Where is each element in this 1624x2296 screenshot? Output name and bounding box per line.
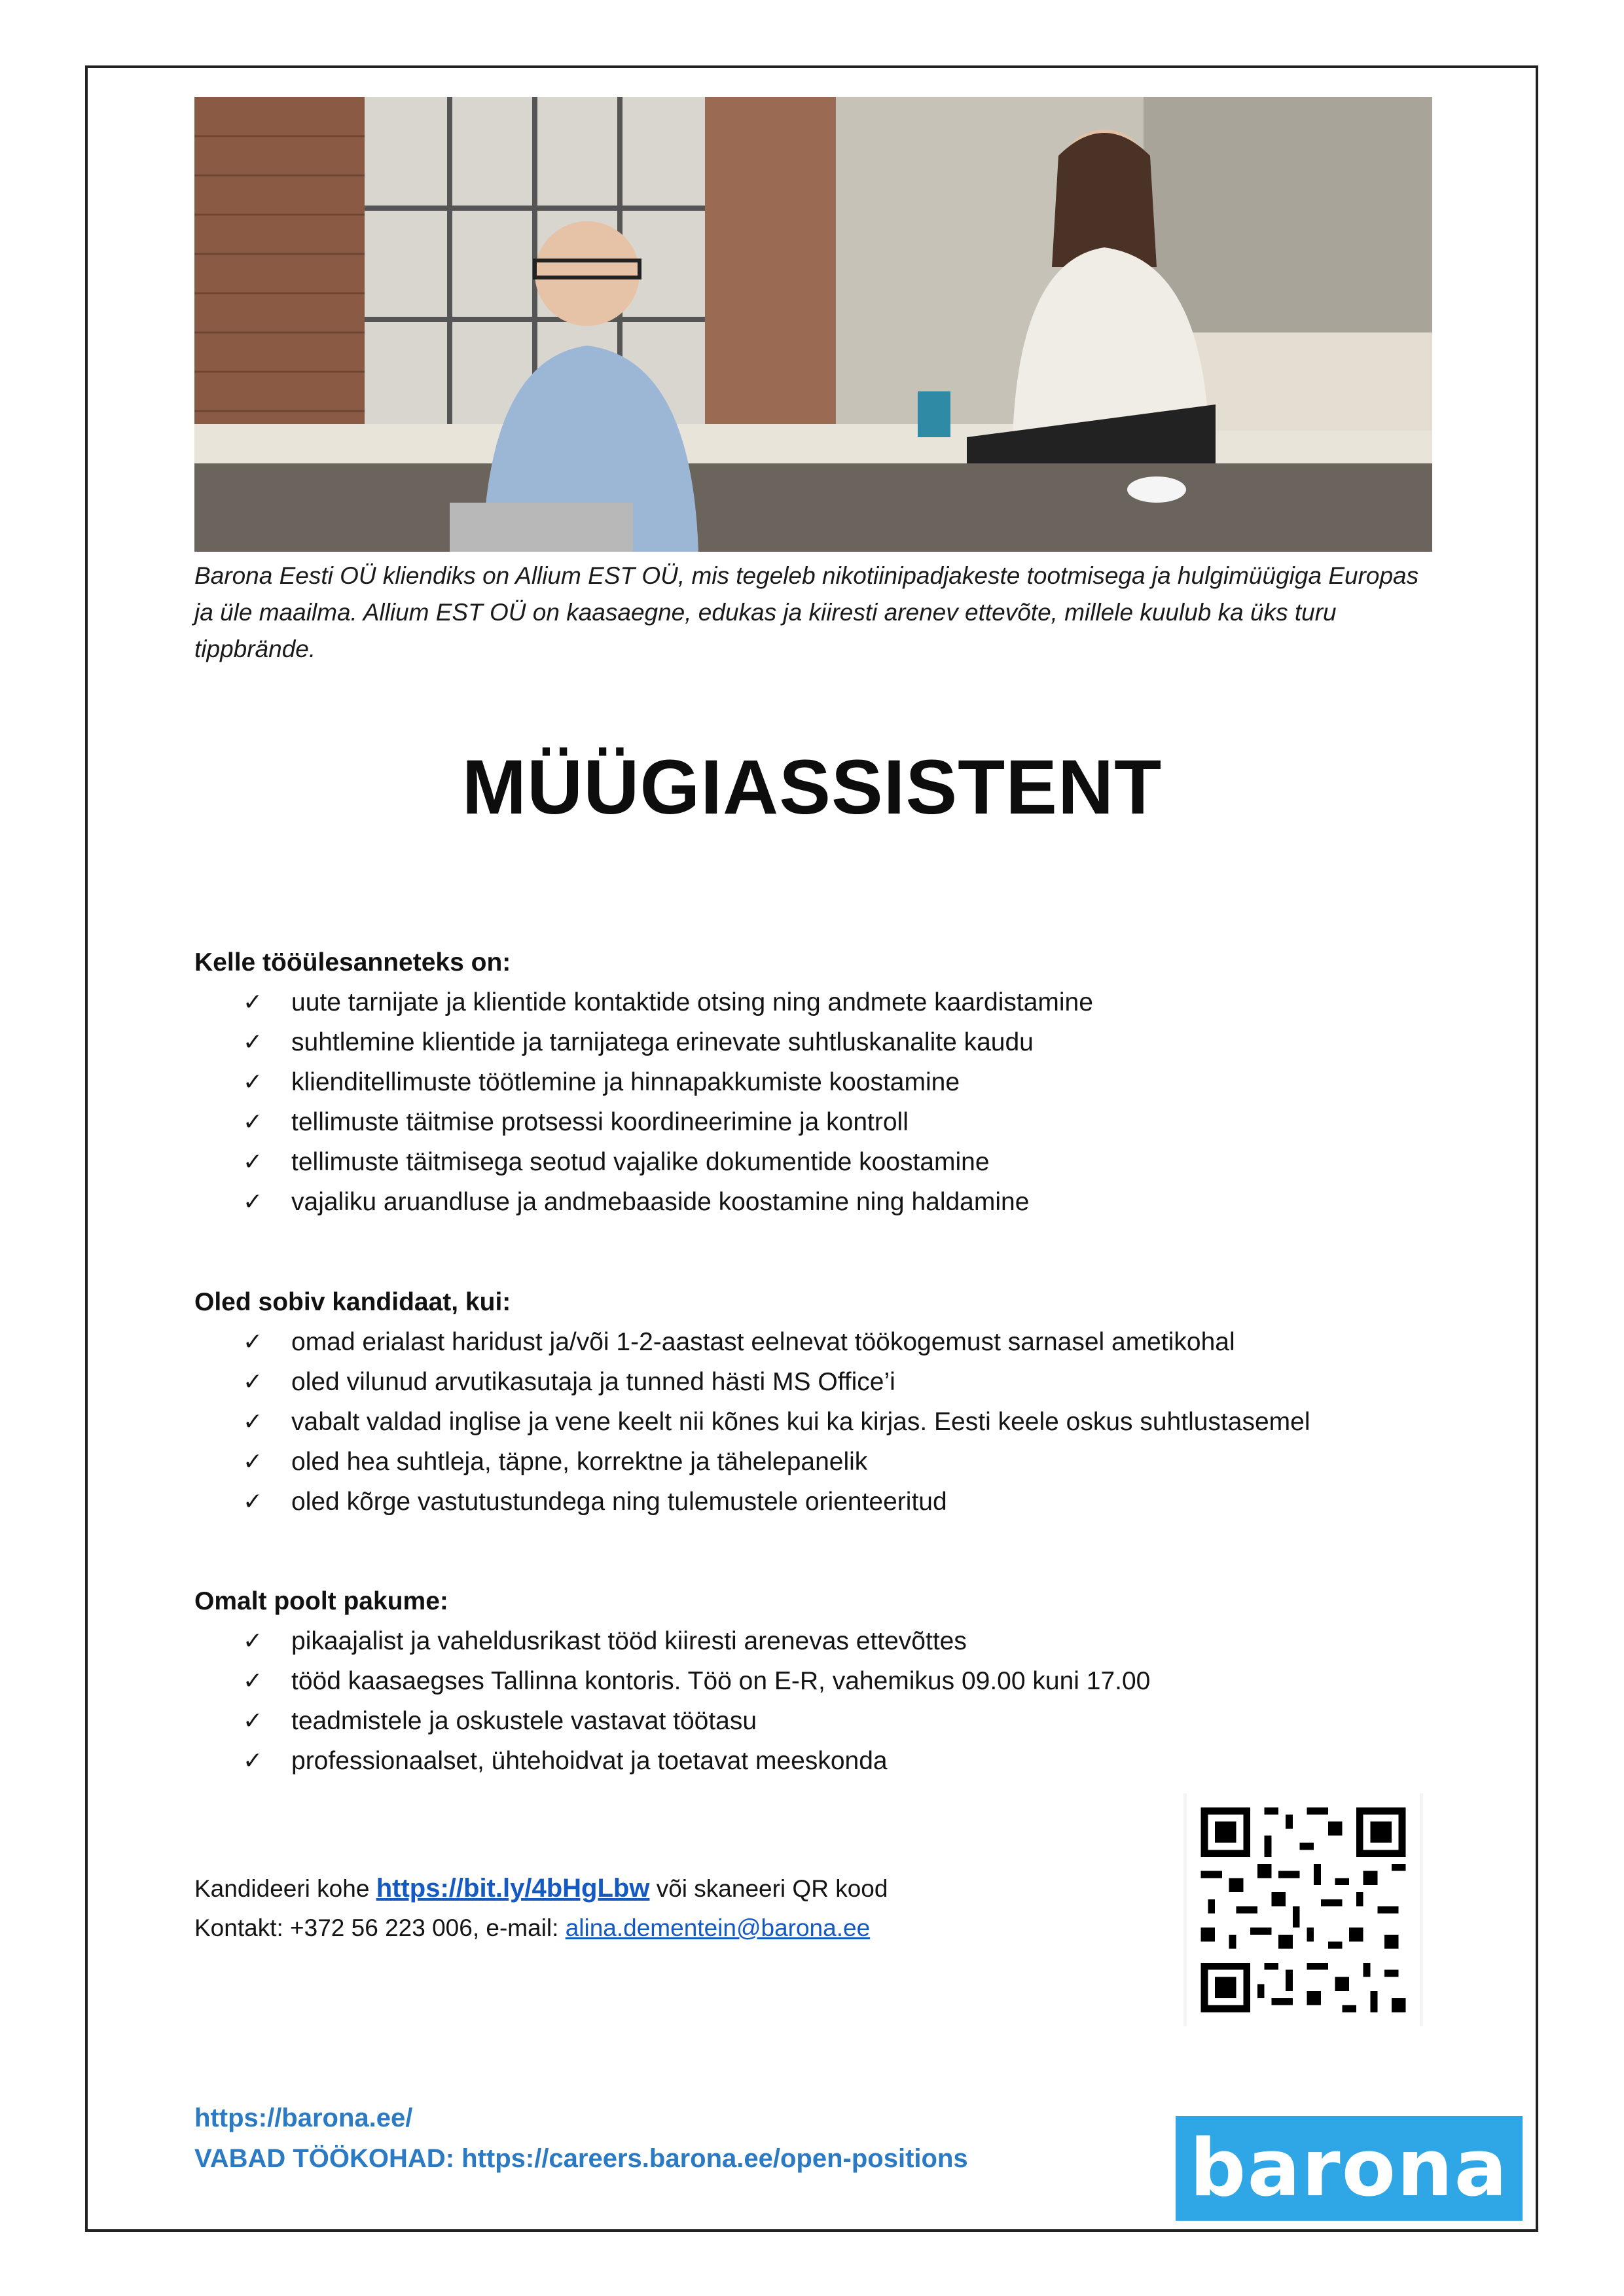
check-icon: ✓ xyxy=(243,1109,263,1136)
list-item: ✓ oled kõrge vastutustundega ning tulemustele orienteeritud xyxy=(194,1482,1504,1522)
email-link[interactable]: alina.dementein@barona.ee xyxy=(565,1914,871,1941)
check-icon: ✓ xyxy=(243,1668,263,1695)
list-item: ✓ professionaalset, ühtehoidvat ja toetavat meeskonda xyxy=(194,1741,1504,1781)
check-icon: ✓ xyxy=(243,1329,263,1355)
check-icon: ✓ xyxy=(243,1748,263,1774)
list-item: ✓ oled vilunud arvutikasutaja ja tunned hästi MS Office’i xyxy=(194,1362,1504,1402)
check-icon: ✓ xyxy=(243,989,263,1016)
qr-code[interactable] xyxy=(1183,1793,1423,2026)
footer-site-link[interactable]: https://barona.ee/ xyxy=(194,2104,413,2132)
list-item: ✓ omad erialast haridust ja/või 1-2-aastast eelnevat töökogemust sarnasel ametikohal xyxy=(194,1322,1504,1362)
check-icon: ✓ xyxy=(243,1448,263,1475)
list-item: ✓ suhtlemine klientide ja tarnijatega erinevate suhtluskanalite kaudu xyxy=(194,1022,1504,1062)
contact-block xyxy=(194,1869,1111,1948)
check-icon: ✓ xyxy=(243,1149,263,1175)
list-item: ✓ pikaajalist ja vaheldusrikast tööd kiiresti arenevas ettevõttes xyxy=(194,1621,1504,1661)
list-item: ✓ vabalt valdad inglise ja vene keelt nii kõnes kui ka kirjas. Eesti keele oskus suhtlustasemel xyxy=(194,1402,1504,1442)
section-offer xyxy=(194,1582,1504,1781)
section-responsibilities xyxy=(194,943,1504,1222)
intro-text: Barona Eesti OÜ kliendiks on Allium EST OÜ, mis tegeleb nikotiinipadjakeste tootmisega ja hulgimüügiga Europas ja üle maailma. Allium EST OÜ on kaasaegne, edukas ja kiiresti arenev ettevõte, millele kuulub ka üks turu tippbrände. xyxy=(194,562,1419,662)
list-item: ✓ uute tarnijate ja klientide kontaktide otsing ning andmete kaardistamine xyxy=(194,982,1504,1022)
check-icon: ✓ xyxy=(243,1408,263,1435)
requirements-list xyxy=(194,1322,1504,1522)
list-item: ✓ tellimuste täitmisega seotud vajalike dokumentide koostamine xyxy=(194,1142,1504,1182)
barona-logo xyxy=(1176,2116,1523,2221)
section-heading: Oled sobiv kandidaat, kui: xyxy=(194,1288,511,1316)
apply-prefix: Kandideeri kohe xyxy=(194,1875,376,1902)
page-title: MÜÜGIASSISTENT xyxy=(461,744,1163,831)
section-requirements xyxy=(194,1283,1504,1522)
check-icon: ✓ xyxy=(243,1628,263,1655)
footer xyxy=(194,2098,1176,2179)
offer-list xyxy=(194,1621,1504,1781)
footer-jobs-link[interactable]: VABAD TÖÖKOHAD: https://careers.barona.ee/open-positions xyxy=(194,2144,968,2173)
check-icon: ✓ xyxy=(243,1369,263,1395)
check-icon: ✓ xyxy=(243,1189,263,1215)
apply-line xyxy=(194,1869,1111,1909)
contact-prefix: Kontakt: +372 56 223 006, e-mail: xyxy=(194,1914,566,1941)
check-icon: ✓ xyxy=(243,1708,263,1734)
list-item: ✓ klienditellimuste töötlemine ja hinnapakkumiste koostamine xyxy=(194,1062,1504,1102)
apply-link[interactable]: https://bit.ly/4bHgLbw xyxy=(376,1874,650,1903)
check-icon: ✓ xyxy=(243,1488,263,1515)
check-icon: ✓ xyxy=(243,1029,263,1056)
list-item: ✓ tellimuste täitmise protsessi koordineerimine ja kontroll xyxy=(194,1102,1504,1142)
list-item: ✓ tööd kaasaegses Tallinna kontoris. Töö on E-R, vahemikus 09.00 kuni 17.00 xyxy=(194,1661,1504,1701)
list-item: ✓ oled hea suhtleja, täpne, korrektne ja tähelepanelik xyxy=(194,1442,1504,1482)
list-item: ✓ teadmistele ja oskustele vastavat töötasu xyxy=(194,1701,1504,1741)
section-heading: Omalt poolt pakume: xyxy=(194,1587,448,1615)
apply-suffix: või skaneeri QR kood xyxy=(649,1875,888,1902)
qr-code-icon xyxy=(1183,1793,1423,2026)
responsibilities-list xyxy=(194,982,1504,1222)
hero-photo xyxy=(194,97,1432,552)
logo-wordmark: barona xyxy=(1189,2123,1509,2214)
check-icon: ✓ xyxy=(243,1069,263,1096)
contact-line xyxy=(194,1909,1111,1948)
section-heading: Kelle tööülesanneteks on: xyxy=(194,948,511,977)
list-item: ✓ vajaliku aruandluse ja andmebaaside koostamine ning haldamine xyxy=(194,1182,1504,1222)
